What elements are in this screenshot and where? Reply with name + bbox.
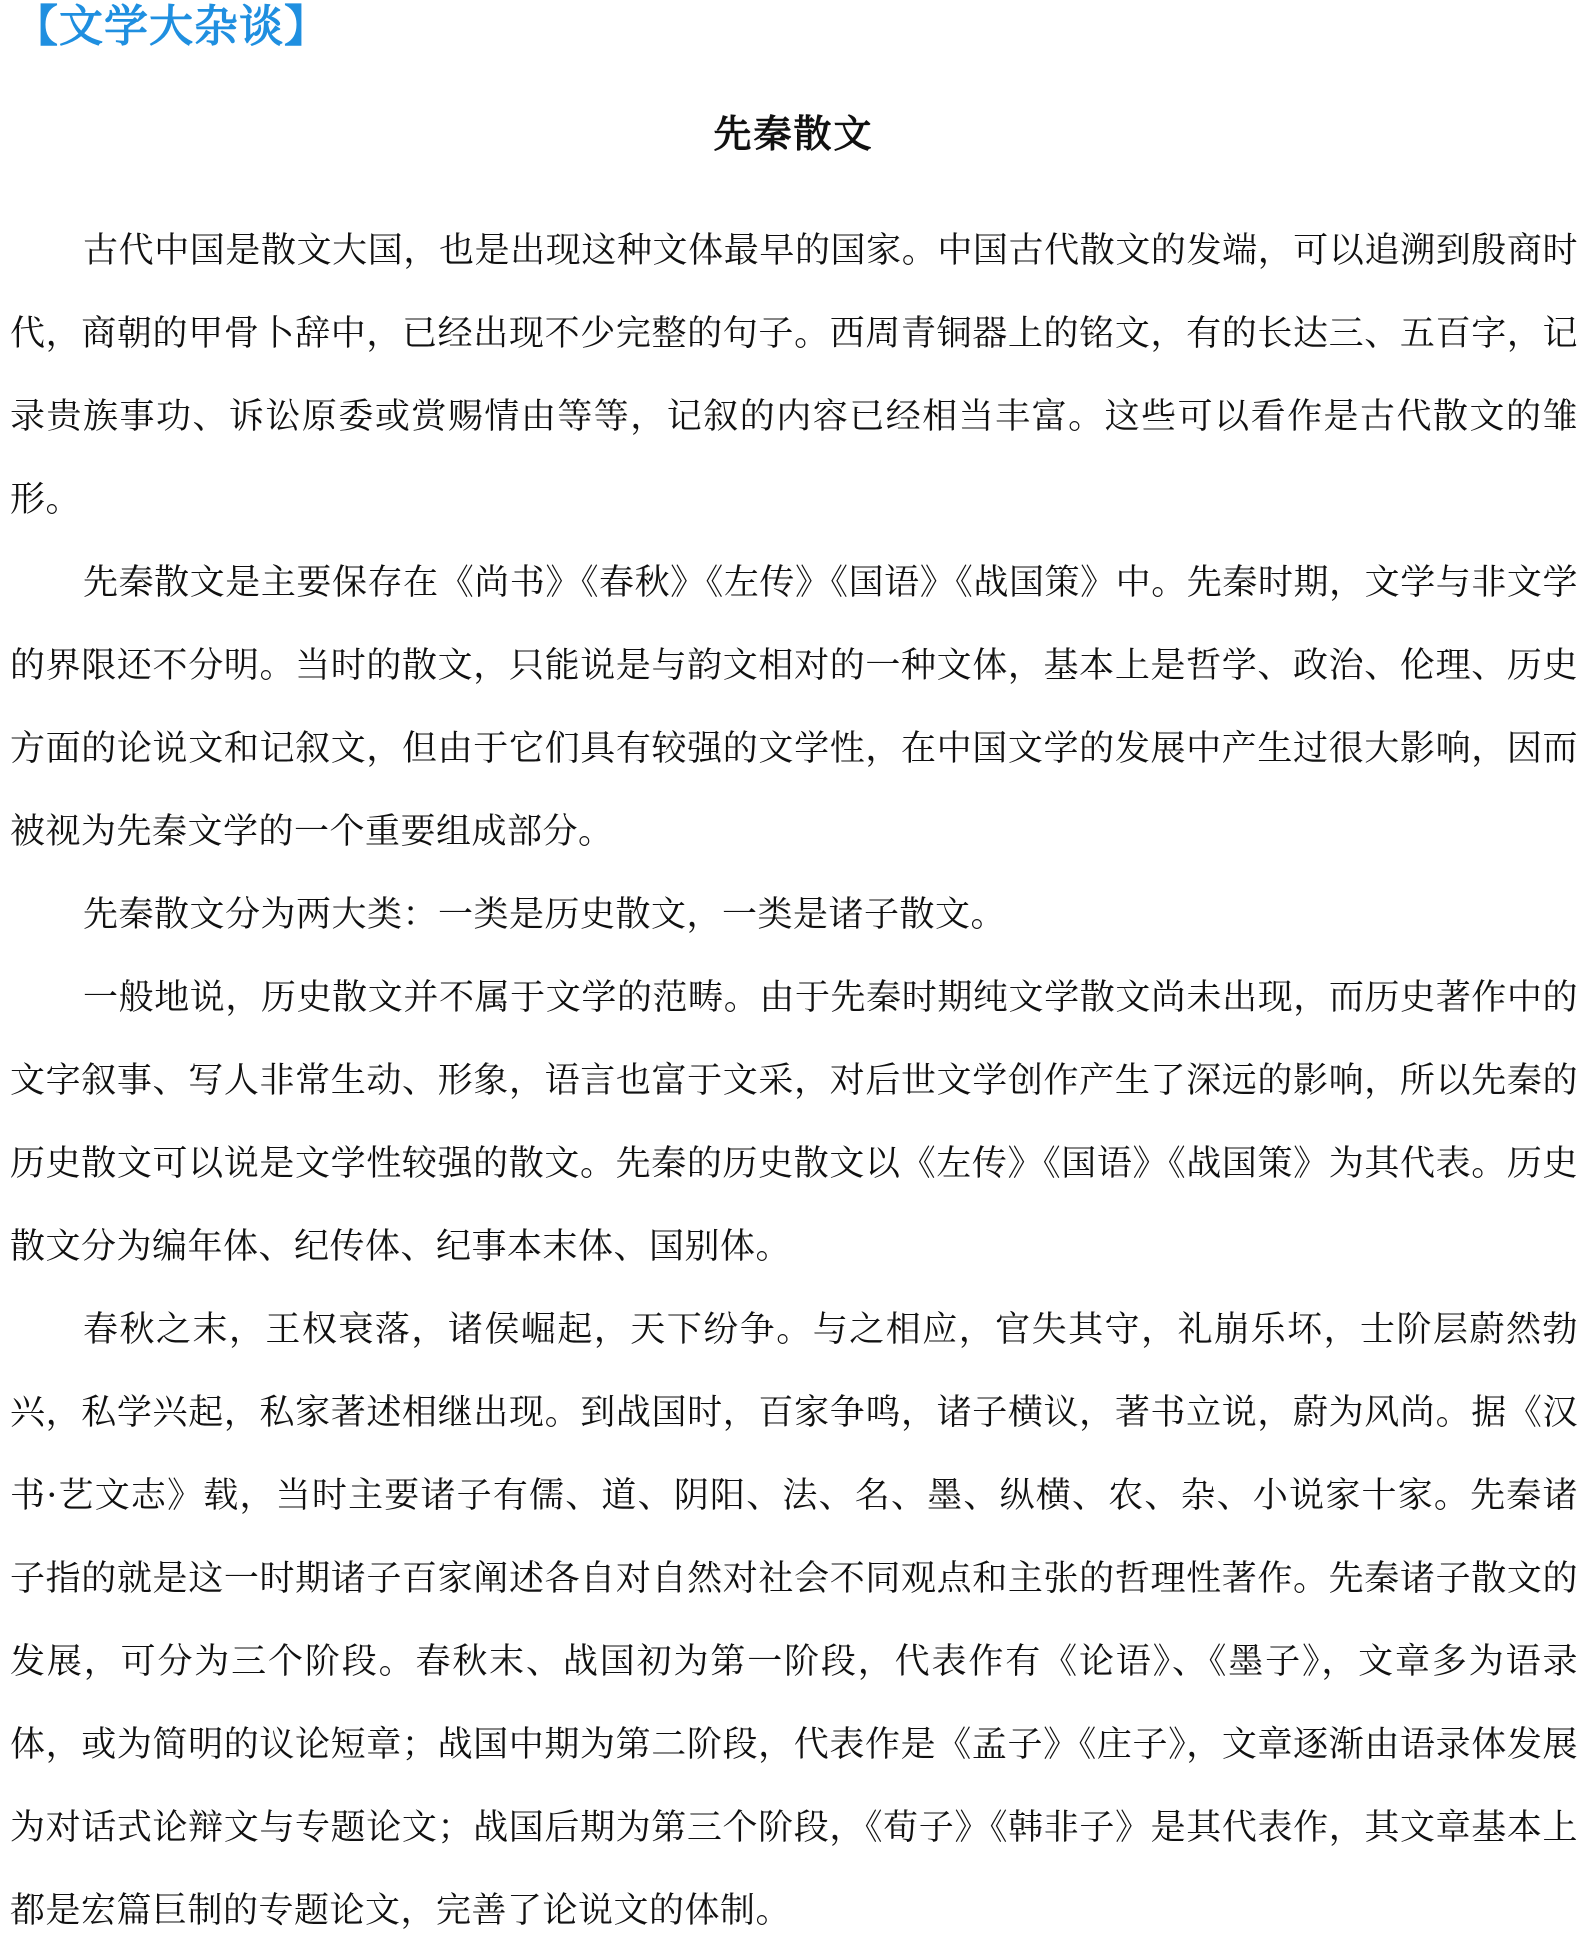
paragraph-1: 古代中国是散文大国，也是出现这种文体最早的国家。中国古代散文的发端，可以追溯到殷商时代，商朝的甲骨卜辞中，已经出现不少完整的句子。西周青铜器上的铭文，有的长达三、五百字，记录贵族事功、诉讼原委或赏赐情由等等，记叙的内容已经相当丰富。这些可以看作是古代散文的雏形。 (10, 231, 1578, 520)
paragraph-4: 一般地说，历史散文并不属于文学的范畴。由于先秦时期纯文学散文尚未出现，而历史著作中的文字叙事、写人非常生动、形象，语言也富于文采，对后世文学创作产生了深远的影响，所以先秦的历史散文可以说是文学性较强的散文。先秦的历史散文以《左传》《国语》《战国策》为其代表。历史散文分为编年体、纪传体、纪事本末体、国别体。 (10, 978, 1578, 1267)
article-body (10, 210, 1578, 1953)
section-tag: 【文学大杂谈】 (14, 1, 329, 52)
article-title: 先秦散文 (713, 111, 874, 156)
paragraph-5: 春秋之末，王权衰落，诸侯崛起，天下纷争。与之相应，官失其守，礼崩乐坏，士阶层蔚然勃兴，私学兴起，私家著述相继出现。到战国时，百家争鸣，诸子横议，著书立说，蔚为风尚。据《汉书·艺文志》载，当时主要诸子有儒、道、阴阳、法、名、墨、纵横、农、杂、小说家十家。先秦诸子指的就是这一时期诸子百家阐述各自对自然对社会不同观点和主张的哲理性著作。先秦诸子散文的发展，可分为三个阶段。春秋末、战国初为第一阶段，代表作有《论语》、《墨子》，文章多为语录体，或为简明的议论短章；战国中期为第二阶段，代表作是《孟子》《庄子》，文章逐渐由语录体发展为对话式论辩文与专题论文；战国后期为第三个阶段，《荀子》《韩非子》是其代表作，其文章基本上都是宏篇巨制的专题论文，完善了论说文的体制。 (10, 1310, 1578, 1931)
paragraph-3: 先秦散文分为两大类：一类是历史散文，一类是诸子散文。 (83, 895, 1007, 935)
paragraph-2: 先秦散文是主要保存在《尚书》《春秋》《左传》《国语》《战国策》中。先秦时期，文学与非文学的界限还不分明。当时的散文，只能说是与韵文相对的一种文体，基本上是哲学、政治、伦理、历史方面的论说文和记叙文，但由于它们具有较强的文学性，在中国文学的发展中产生过很大影响，因而被视为先秦文学的一个重要组成部分。 (10, 563, 1578, 852)
